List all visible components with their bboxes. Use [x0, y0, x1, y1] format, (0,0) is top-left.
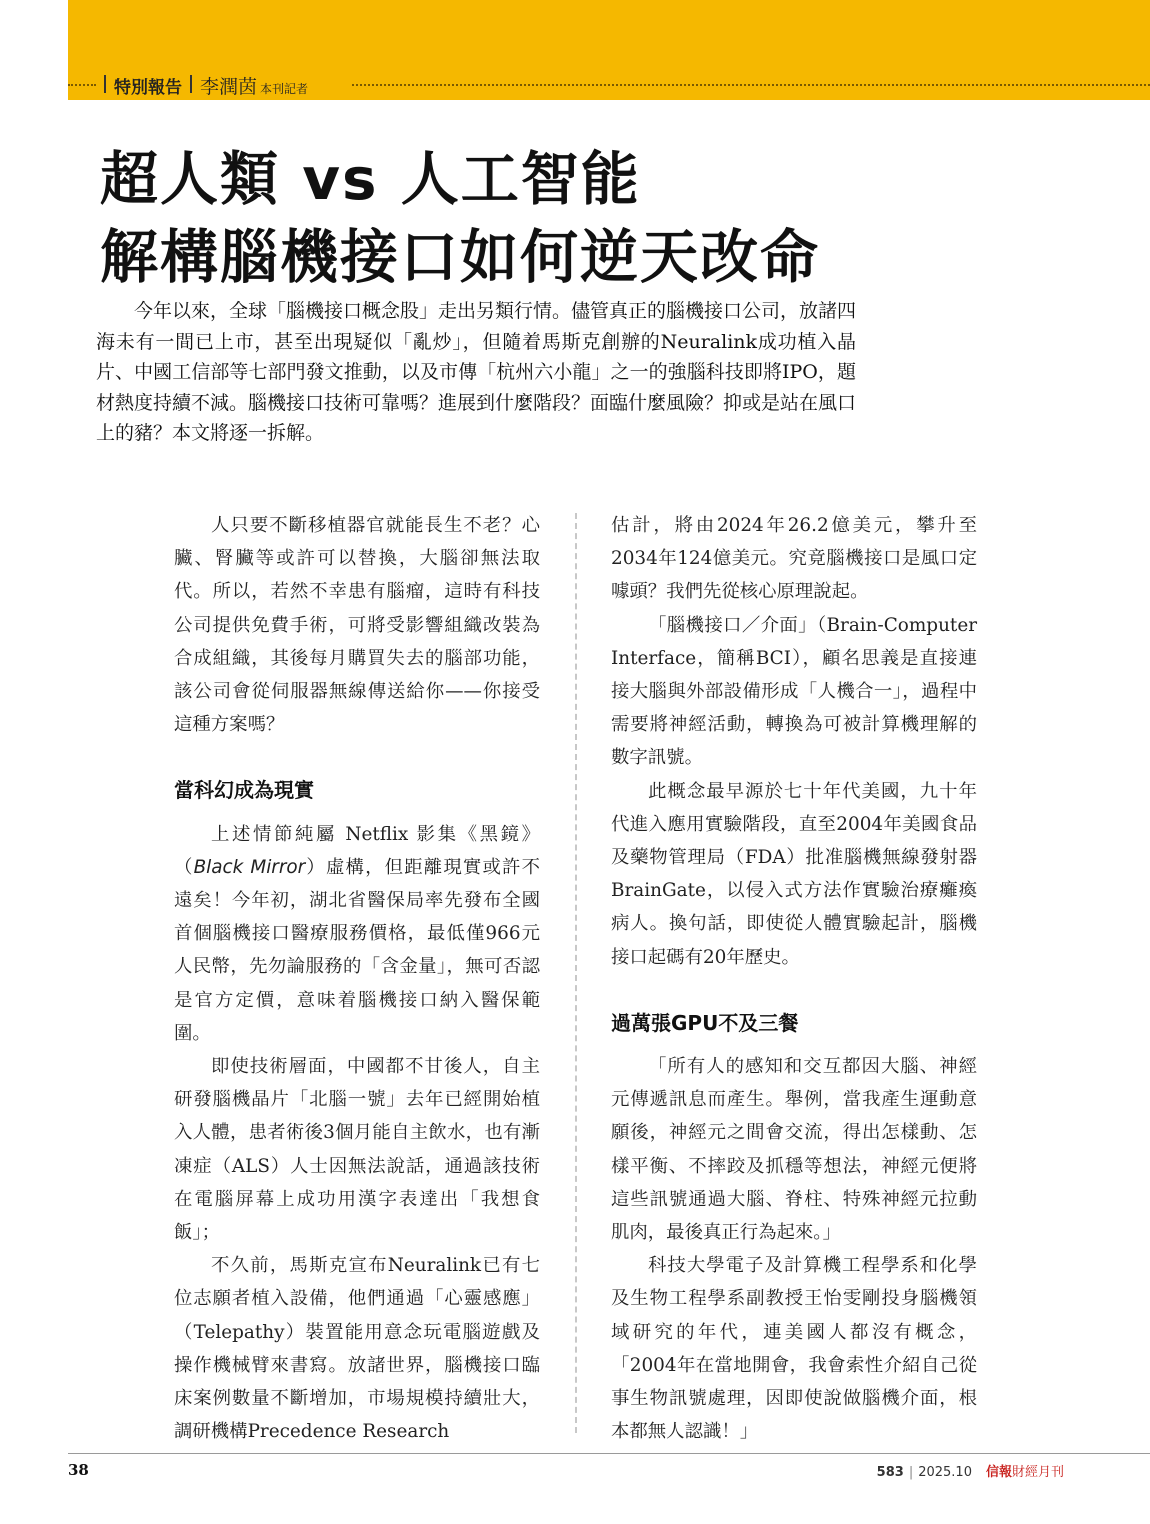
text-run: 上述情節純屬 Netflix 影集《黑鏡》（ — [174, 823, 540, 878]
body-paragraph: 即使技術層面，中國都不甘後人，自主研發腦機晶片「北腦一號」去年已經開始植入人體，患者術後3個月能自主飲水，也有漸凍症（ALS）人士因無法說話，通過該技術在電腦屏幕上成功用漢字表達出「我想食飯」； — [174, 1056, 540, 1244]
left-column — [174, 509, 540, 1448]
issue-number: 583 — [876, 1465, 904, 1480]
issue-date: 2025.10 — [918, 1465, 972, 1480]
text-run: ）虛構，但距離現實或許不遠矣！今年初，湖北省醫保局率先發布全國首個腦機接口醫療服務價格，最低僅966元人民幣，先勿論服務的「含金量」，無可否認是官方定價，意味着腦機接口納入醫保範圍。 — [174, 856, 540, 1044]
author-role: 本刊記者 — [260, 82, 309, 96]
title-line-1: 超人類 vs 人工智能 — [100, 145, 641, 213]
section-heading: 過萬張GPU不及三餐 — [611, 1010, 799, 1035]
body-paragraph: 人只要不斷移植器官就能長生不老？心臟、腎臟等或許可以替換，大腦卻無法取代。所以，若然不幸患有腦瘤，這時有科技公司提供免費手術，可將受影響組織改裝為合成組織，其後每月購買失去的腦部功能，該公司會從伺服器無線傳送給你——你接受這種方案嗎？ — [174, 515, 540, 736]
title-line-2: 解構腦機接口如何逆天改命 — [100, 223, 821, 291]
footer-separator: | — [908, 1465, 914, 1480]
header-dotted-rule-right — [352, 84, 1150, 86]
body-paragraph: 科技大學電子及計算機工程學系和化學及生物工程學系副教授王怡雯剛投身腦機領域研究的年代，連美國人都沒有概念，「2004年在當地開會，我會索性介紹自己從事生物訊號處理，因即使說做腦機介面，根本都無人認識！」 — [611, 1255, 977, 1443]
magazine-name-b: 財經月刊 — [1011, 1465, 1064, 1480]
header-bar — [104, 75, 106, 93]
page-number: 38 — [68, 1461, 89, 1479]
body-paragraph — [174, 818, 540, 1050]
body-paragraph: 不久前，馬斯克宣布Neuralink已有七位志願者植入設備，他們通過「心靈感應」（Telepathy）裝置能用意念玩電腦遊戲及操作機械臂來書寫。放諸世界，腦機接口臨床案例數量不斷增加，市場規模持續壯大，調研機構Precedence Research — [174, 1255, 540, 1443]
section-name: 特別報告 — [114, 78, 182, 98]
right-column — [611, 509, 977, 1448]
column-divider — [575, 513, 577, 1433]
article-title — [100, 140, 820, 296]
footer-rule — [68, 1453, 1150, 1454]
header-label — [104, 72, 308, 96]
magazine-name-a: 信報 — [985, 1465, 1012, 1480]
body-paragraph: 估計，將由2024年26.2億美元，攀升至2034年124億美元。究竟腦機接口是風口定噱頭？我們先從核心原理說起。 — [611, 515, 977, 603]
italic-title: Black Mirror — [193, 856, 306, 878]
footer-info — [877, 1461, 1064, 1480]
header-bar — [190, 75, 192, 93]
lead-paragraph: 今年以來，全球「腦機接口概念股」走出另類行情。儘管真正的腦機接口公司，放諸四海未有一間已上市，甚至出現疑似「亂炒」，但隨着馬斯克創辦的Neuralink成功植入晶片、中國工信部等七部門發文推動，以及市傳「杭州六小龍」之一的強腦科技即將IPO，題材熱度持續不減。腦機接口技術可靠嗎？進展到什麼階段？面臨什麼風險？抑或是站在風口上的豬？本文將逐一拆解。 — [96, 300, 857, 445]
author-name: 李潤茵 — [200, 76, 258, 98]
section-heading: 當科幻成為現實 — [174, 778, 314, 803]
header-dotted-rule-left — [68, 84, 96, 86]
body-paragraph: 「腦機接口／介面」（Brain-Computer Interface，簡稱BCI），顧名思義是直接連接大腦與外部設備形成「人機合一」，過程中需要將神經活動，轉換為可被計算機理解的數字訊號。 — [611, 614, 977, 769]
body-paragraph: 「所有人的感知和交互都因大腦、神經元傳遞訊息而產生。舉例，當我產生運動意願後，神經元之間會交流，得出怎樣動、怎樣平衡、不摔跤及抓穩等想法，神經元便將這些訊號通過大腦、脊柱、特殊神經元拉動肌肉，最後真正行為起來。」 — [611, 1056, 977, 1244]
body-paragraph: 此概念最早源於七十年代美國，九十年代進入應用實驗階段，直至2004年美國食品及藥物管理局（FDA）批准腦機無線發射器BrainGate，以侵入式方法作實驗治療癱瘓病人。換句話，即使從人體實驗起計，腦機接口起碼有20年歷史。 — [611, 780, 977, 968]
